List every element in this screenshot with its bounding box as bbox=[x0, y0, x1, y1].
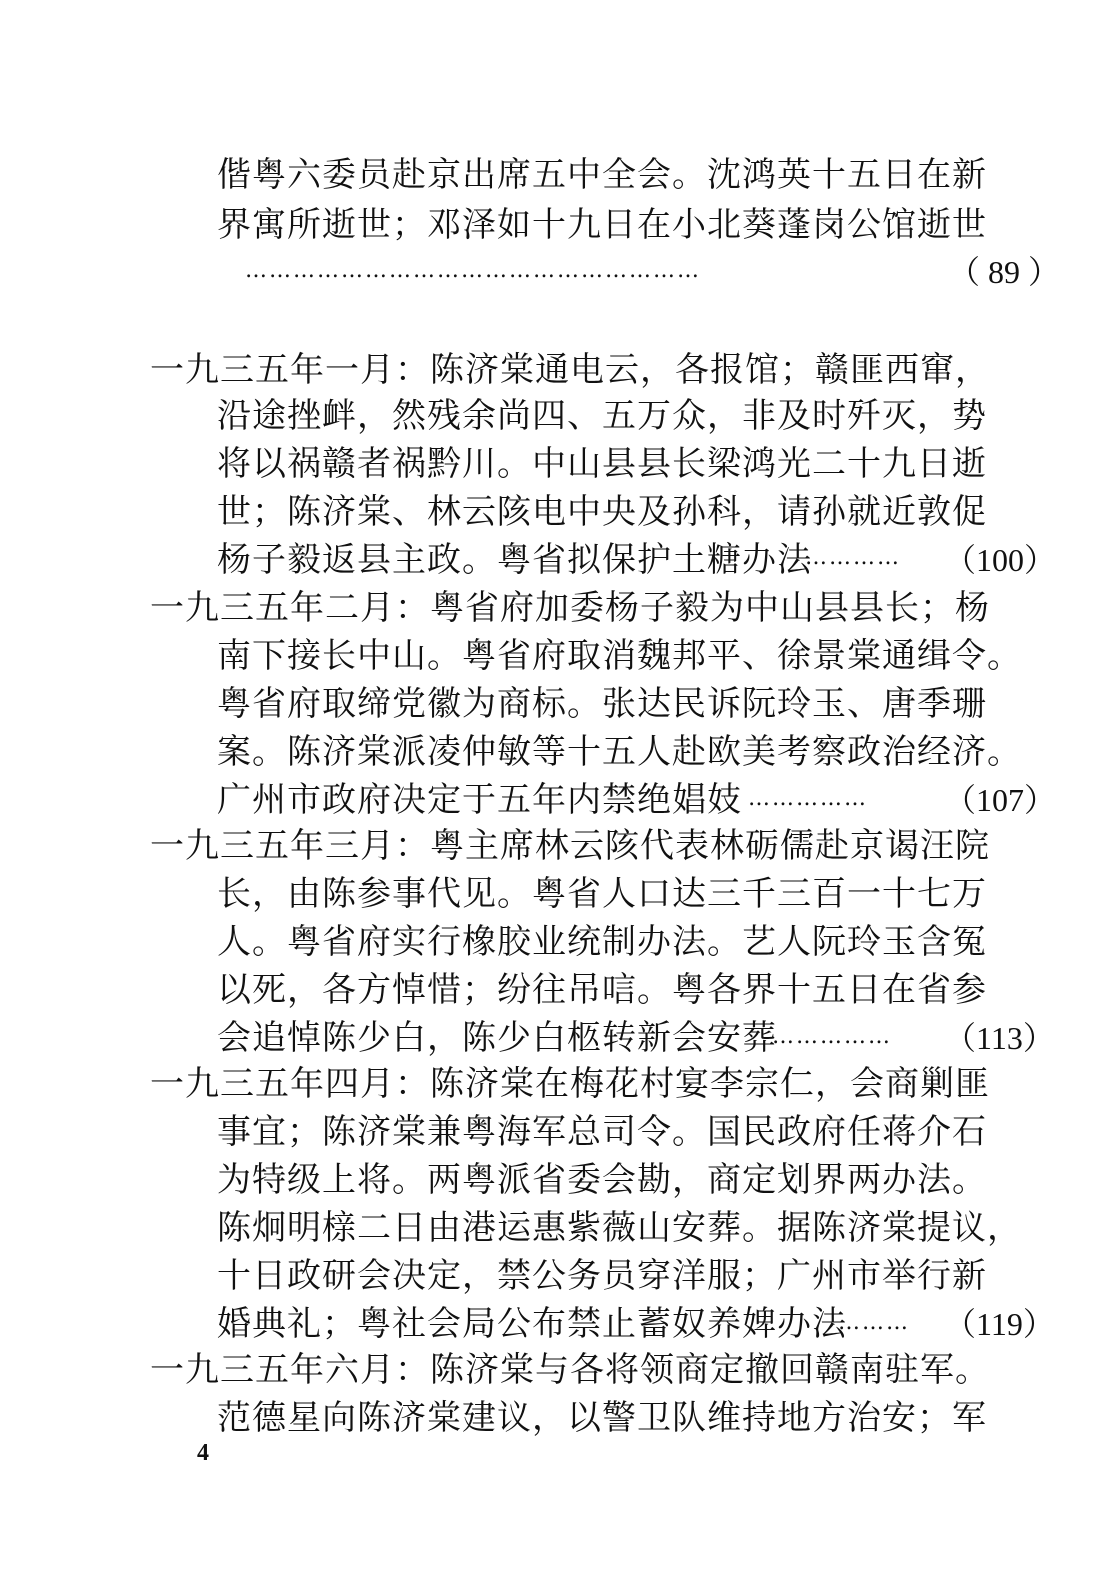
entry-line: 杨子毅返县主政。粤省拟保护土糖办法 bbox=[217, 540, 812, 580]
leader-dots: …………… bbox=[772, 1024, 892, 1049]
entry-line: 长，由陈参事代见。粤省人口达三千三百一十七万 bbox=[217, 874, 987, 914]
entry-line: 界寓所逝世；邓泽如十九日在小北葵蓬岗公馆逝世 bbox=[217, 205, 987, 245]
leader-dots: ……… bbox=[838, 1310, 910, 1335]
leader-dots: …………… bbox=[748, 786, 868, 811]
entry-line: 十日政研会决定，禁公务员穿洋服；广州市举行新 bbox=[217, 1256, 987, 1296]
entry-line: 婚典礼；粤社会局公布禁止蓄奴养婢办法 bbox=[217, 1304, 847, 1344]
entry-line: 沿途挫衅，然残余尚四、五万众，非及时歼灭，势 bbox=[217, 396, 987, 436]
entry-line: 为特级上将。两粤派省委会勘，商定划界两办法。 bbox=[217, 1160, 987, 1200]
page-reference: （107） bbox=[944, 782, 1057, 818]
entry-line: 事宜；陈济棠兼粤海军总司令。国民政府任蒋介石 bbox=[217, 1112, 987, 1152]
entry-line: 将以祸赣者祸黔川。中山县县长梁鸿光二十九日逝 bbox=[217, 444, 987, 484]
entry-line: 会追悼陈少白，陈少白柩转新会安葬 bbox=[217, 1018, 777, 1058]
entry-heading-line: 一九三五年四月：陈济棠在梅花村宴李宗仁，会商剿匪 bbox=[150, 1064, 990, 1104]
entry-heading-line: 一九三五年六月：陈济棠与各将领商定撤回赣南驻军。 bbox=[150, 1350, 990, 1390]
entry-heading-line: 一九三五年一月：陈济棠通电云，各报馆；赣匪西窜， bbox=[150, 350, 990, 390]
page-number: 4 bbox=[197, 1440, 209, 1466]
entry-line: 陈炯明榇二日由港运惠紫薇山安葬。据陈济棠提议， bbox=[217, 1208, 1022, 1248]
entry-line: 案。陈济棠派凌仲敏等十五人赴欧美考察政治经济。 bbox=[217, 732, 1022, 772]
entry-line: 粤省府取缔党徽为商标。张达民诉阮玲玉、唐季珊 bbox=[217, 684, 987, 724]
page-reference: （119） bbox=[944, 1306, 1055, 1342]
page-reference: （ 89 ） bbox=[948, 254, 1061, 290]
entry-line: 偕粤六委员赴京出席五中全会。沈鸿英十五日在新 bbox=[217, 155, 987, 195]
page-reference: （113） bbox=[944, 1020, 1055, 1056]
leader-dots: ………………………………………………… bbox=[245, 258, 701, 283]
page-reference: （100） bbox=[944, 542, 1057, 578]
entry-line: 以死，各方悼惜；纷往吊唁。粤各界十五日在省参 bbox=[217, 970, 987, 1010]
entry-heading-line: 一九三五年三月：粤主席林云陔代表林砺儒赴京谒汪院 bbox=[150, 826, 990, 866]
entry-line: 广州市政府决定于五年内禁绝娼妓 bbox=[217, 780, 742, 820]
entry-line: 人。粤省府实行橡胶业统制办法。艺人阮玲玉含冤 bbox=[217, 922, 987, 962]
entry-line: 南下接长中山。粤省府取消魏邦平、徐景棠通缉令。 bbox=[217, 636, 1022, 676]
leader-dots: ………… bbox=[805, 545, 901, 570]
entry-heading-line: 一九三五年二月：粤省府加委杨子毅为中山县县长；杨 bbox=[150, 588, 990, 628]
entry-line: 世；陈济棠、林云陔电中央及孙科，请孙就近敦促 bbox=[217, 492, 987, 532]
entry-line: 范德星向陈济棠建议，以警卫队维持地方治安；军 bbox=[217, 1398, 987, 1438]
